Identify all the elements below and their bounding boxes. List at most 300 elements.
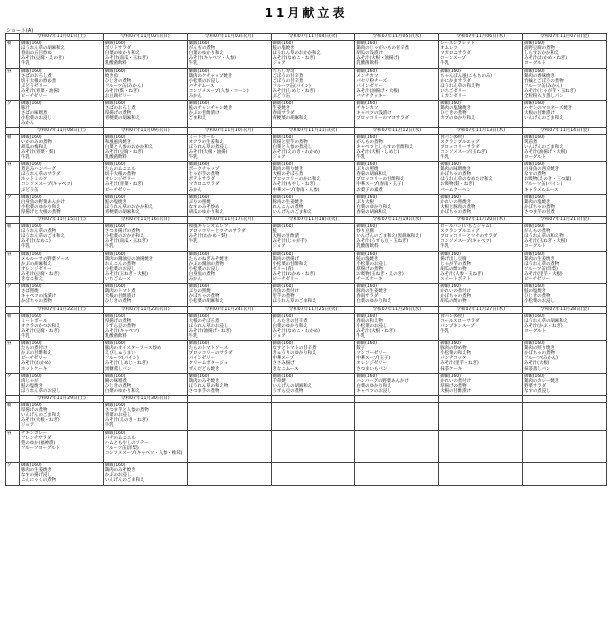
date-cell: 令和07年11月25日(火) — [271, 306, 355, 313]
menu-item: 春雨の和え物 — [356, 318, 383, 324]
menu-table-wrapper — [5, 33, 607, 486]
menu-item: みそ汁(うずら豆・玉ねぎ) — [356, 239, 409, 245]
date-cell: 令和07年11月08日(土) — [20, 127, 104, 134]
menu-item: ほうれん草の胡麻和え — [524, 318, 568, 324]
menu-item: じゃが芋の煮物 — [440, 261, 471, 267]
meal-label — [6, 101, 20, 127]
menu-item: みそ汁(えのき・ねぎ) — [104, 418, 148, 424]
menu-item: 御飯(160) — [272, 101, 294, 107]
meal-label-text: 朝 — [7, 313, 12, 319]
menu-cell — [523, 341, 607, 374]
menu-item: みそ汁(わかめ・ねぎ) — [272, 271, 316, 277]
menu-item: みそ汁(豆腐・ねぎ) — [21, 271, 60, 277]
menu-item: チーズケーキ — [356, 277, 383, 283]
menu-item: ポテトサラダ — [188, 177, 215, 183]
menu-item: ほうれん草のサラダ — [21, 172, 61, 178]
menu-item: みそ汁(わかめ・麩) — [188, 234, 228, 240]
menu-item: 御飯(160) — [104, 194, 126, 200]
date-cell — [439, 396, 523, 403]
date-cell: 令和07年11月14日(金) — [523, 127, 607, 134]
menu-item: 大根のそぼろ煮 — [272, 172, 304, 178]
menu-cell — [439, 430, 523, 463]
meal-label-text: 朝 — [7, 224, 12, 230]
menu-item: フルーツ(みかん) — [524, 356, 558, 362]
menu-item: メルルーサの野菜ソース — [21, 256, 69, 262]
menu-item: ほうれん草のごま和え — [21, 234, 65, 240]
menu-item: 鯖の味噌煮 — [104, 378, 127, 384]
menu-item: 牛乳 — [440, 328, 450, 334]
date-cell: 令和07年11月27日(木) — [439, 306, 523, 313]
menu-item: 里芋の煮物 — [272, 294, 295, 300]
menu-item: みそ汁(大根) — [524, 361, 550, 367]
menu-item: オレンジゼリー — [104, 177, 136, 183]
menu-item: 大根のそぼろ煮 — [188, 318, 220, 324]
menu-item: 鶏肉の香味焼き — [524, 73, 555, 79]
menu-item: きなこ和え — [21, 277, 43, 283]
menu-cell — [355, 251, 439, 284]
menu-item: 御飯(160) — [188, 284, 210, 290]
menu-item: みそ汁(油揚げ・大根) — [524, 149, 568, 155]
menu-item: がんもの煮物 — [524, 229, 551, 235]
menu-item: 御飯(160) — [524, 224, 545, 230]
menu-cell — [103, 224, 187, 252]
menu-item: 御飯(160) — [104, 373, 126, 379]
date-row — [6, 34, 607, 41]
menu-item: 御飯(160) — [356, 341, 377, 347]
menu-cell — [103, 341, 187, 374]
menu-item: ずんだどら焼き — [188, 366, 220, 372]
menu-item: ゼリー(青) — [272, 266, 294, 272]
meal-label — [6, 373, 20, 395]
menu-item: 御飯(160) — [272, 251, 294, 257]
menu-item: チキンカツ — [356, 106, 379, 112]
menu-item: パチのムニエル — [104, 435, 136, 441]
date-cell: 令和07年11月24日(月) — [187, 306, 271, 313]
menu-cell — [271, 373, 355, 395]
menu-item: 胡瓜のゆかり和え — [188, 209, 224, 215]
date-cell: 令和07年11月07日(金) — [523, 34, 607, 41]
date-cell: 令和07年11月01日(土) — [20, 34, 104, 41]
menu-item: 御飯(160) — [524, 251, 545, 257]
menu-item: スクランブルエッグ — [440, 229, 480, 235]
menu-item: 御飯(160) — [188, 68, 210, 74]
menu-item: 大根の甘酢漬け — [524, 111, 555, 117]
menu-item: フルーツ(パイン) — [104, 356, 139, 362]
menu-item: バナナムース — [188, 83, 215, 89]
meal-row — [6, 313, 607, 341]
menu-item: かぶのお浸し — [104, 473, 132, 479]
menu-item: コンソメスープ(キャベツ) — [21, 182, 73, 188]
menu-table — [5, 33, 607, 486]
menu-item: 肉じゃが — [21, 378, 39, 384]
menu-item: 高野豆腐の煮物 — [524, 46, 555, 52]
menu-item: 御飯(160) — [104, 251, 126, 257]
menu-item: ほうれん草のなめたけ和え — [440, 177, 493, 183]
menu-item: いかのみの煮物 — [21, 139, 52, 145]
menu-item: 豚肉の生姜焼き — [272, 199, 304, 205]
menu-item: 食パン(6枚) — [440, 313, 465, 319]
menu-item: コンソメスープ(人参・コーン) — [188, 88, 249, 94]
menu-item: みそ汁(大根・油揚) — [188, 149, 228, 155]
menu-item: ほうれん草のお浸し — [21, 388, 61, 394]
menu-item: カブのゆかり和え — [440, 116, 476, 122]
menu-item: 小松菜のお浸し — [188, 78, 220, 84]
menu-item: 豊のゆか(福神漬) — [21, 440, 56, 446]
menu-item: 鶏肉の生姜焼き — [524, 256, 555, 262]
menu-item: 鶏肉のケチャップ焼き — [188, 73, 233, 79]
meal-label — [6, 284, 20, 306]
menu-cell — [20, 224, 104, 252]
menu-item: みかん — [188, 277, 202, 283]
menu-item: 御飯(160) — [188, 41, 210, 46]
menu-item: 白菜のゆかり和え — [104, 388, 140, 394]
menu-item: いちごゼリー — [440, 88, 467, 94]
menu-item: 御飯(160) — [104, 284, 126, 290]
date-cell: 令和07年11月30日(日) — [103, 396, 187, 403]
menu-item: 御飯(160) — [524, 68, 545, 74]
menu-cell — [355, 341, 439, 374]
menu-item: ぶどう缶 — [272, 93, 291, 99]
date-row — [6, 127, 607, 134]
date-cell: 令和07年11月03日(月) — [187, 34, 271, 41]
menu-cell — [439, 251, 523, 284]
menu-item: みかん — [188, 187, 202, 193]
menu-item: 煮込みハンバーグ — [21, 167, 56, 173]
menu-item: なすの煮浸し — [524, 388, 551, 394]
menu-item: 白身魚の煮物 — [188, 271, 216, 277]
menu-cell — [103, 194, 187, 216]
menu-item: 御飯(160) — [272, 134, 294, 140]
menu-item: 鮭の塩焼き — [524, 289, 547, 295]
meal-label — [6, 463, 20, 485]
menu-item: ホットミルク — [21, 177, 48, 183]
menu-item: 御飯(160) — [21, 284, 42, 290]
menu-item: いんげんのごま和え — [272, 209, 313, 215]
date-cell — [187, 396, 271, 403]
date-cell: 令和07年11月17日(月) — [187, 217, 271, 224]
menu-item: 中華スープ(玉子) — [356, 356, 391, 362]
menu-item: みそ汁(しめじ・ねぎ) — [104, 361, 148, 367]
menu-item: 牛乳 — [356, 333, 366, 339]
menu-item: みそ汁(青菜・油揚) — [21, 88, 60, 94]
meal-label — [6, 134, 20, 162]
menu-cell — [103, 134, 187, 162]
menu-item: 御飯(160) — [21, 373, 42, 379]
menu-item: パセリ粉チーズ — [356, 78, 387, 84]
menu-item: 御飯(160) — [21, 41, 42, 46]
menu-item: 鮭の塩焼き — [272, 46, 295, 52]
menu-cell — [271, 284, 355, 306]
menu-item: 御飯(160) — [356, 251, 377, 257]
menu-item: 千草焼 — [272, 378, 286, 384]
menu-cell — [187, 68, 271, 101]
menu-cell — [523, 101, 607, 127]
menu-item: 御飯(160) — [104, 403, 126, 409]
menu-item: 御飯(160) — [356, 194, 377, 200]
meal-label — [6, 430, 20, 463]
menu-item: 春雨の五目炒め — [21, 51, 52, 57]
menu-cell — [355, 373, 439, 395]
menu-item: かぼちゃの煮物 — [524, 204, 555, 210]
menu-item: ブロッコリーとツナのサラダ — [440, 234, 498, 240]
meal-row — [6, 284, 607, 306]
menu-item: 全粒粉入り蒸しパン — [524, 93, 564, 99]
menu-item: コンソメスープ(キャベツ) — [440, 239, 492, 245]
menu-item: バナナクッキー — [356, 93, 387, 99]
menu-item: ピーチゼリー — [272, 277, 299, 283]
menu-item: こんにゃくの煮物 — [21, 478, 57, 484]
date-row — [6, 217, 607, 224]
menu-cell — [271, 101, 355, 127]
menu-item: 御飯(160) — [356, 41, 377, 46]
menu-item: 抹茶蒸しパン — [524, 366, 551, 372]
menu-item: 小松菜のお浸し — [104, 266, 136, 272]
menu-item: みそ汁(里芋・ねぎ) — [440, 361, 479, 367]
menu-item: 鶏肉の味噌焼き — [440, 167, 471, 173]
menu-cell — [271, 41, 355, 69]
menu-item: ヨーグルト — [524, 328, 546, 334]
menu-item: 厚揚げと大根の煮物 — [21, 209, 61, 215]
menu-item: 牛乳 — [21, 244, 30, 250]
date-cell: 令和07年11月04日(火) — [271, 34, 355, 41]
meal-row — [6, 463, 607, 485]
meal-row — [6, 430, 607, 463]
page-title: 11月献立表 — [264, 6, 348, 20]
menu-item: 御飯(160) — [188, 162, 210, 168]
menu-item: 御飯(160) — [356, 284, 377, 290]
menu-cell — [187, 403, 271, 431]
date-cell: 令和07年11月28日(金) — [523, 306, 607, 313]
menu-cell — [271, 194, 355, 216]
meal-row — [6, 162, 607, 195]
menu-cell — [523, 313, 607, 341]
menu-item: 鶏肉のみそ焼き — [104, 468, 136, 474]
menu-item: ごぼうの甘辛煮 — [272, 73, 304, 79]
menu-item: フルーツ缶(洋梨) — [524, 266, 558, 272]
menu-cell — [355, 162, 439, 195]
menu-cell — [439, 162, 523, 195]
menu-cell — [439, 463, 523, 485]
menu-item: 赤魚の煮付け — [272, 289, 299, 295]
menu-cell — [187, 162, 271, 195]
menu-item: ほうれん草の和え物 — [188, 383, 229, 389]
menu-item: みそ汁(大根・ねぎ) — [356, 328, 395, 334]
menu-cell — [439, 403, 523, 431]
menu-item: 御飯(160) — [356, 68, 377, 74]
menu-item: 御飯(160) — [356, 373, 377, 379]
menu-item: ぶどう缶 — [21, 187, 39, 193]
menu-cell — [355, 284, 439, 306]
menu-cell — [20, 101, 104, 127]
menu-item: オクラのかつお和え — [21, 323, 61, 329]
menu-item: 牛乳 — [104, 423, 114, 429]
menu-item: 御飯(160) — [272, 41, 294, 46]
menu-cell — [103, 430, 187, 463]
menu-item: みそ汁(里芋・大根) — [524, 271, 563, 277]
menu-item: みそ汁(わかめ・ねぎ) — [524, 56, 568, 62]
menu-item: 御飯(160) — [21, 251, 42, 257]
menu-item: キャベツのお浸し — [356, 388, 392, 394]
meal-label-text: 朝 — [7, 41, 12, 46]
date-cell — [271, 396, 355, 403]
menu-item: 鶏肉のみそ焼き — [188, 378, 220, 384]
menu-item: 鮭の塩焼き — [21, 383, 43, 389]
menu-item: 胡瓜の梅和え — [21, 144, 48, 150]
meal-label — [6, 194, 20, 216]
menu-item: お吸物(玉ねぎ・えのき) — [356, 271, 404, 277]
menu-item: 御飯(160) — [356, 313, 377, 319]
menu-item: フレンチサラダ — [21, 435, 52, 441]
menu-item: さばのおろし煮 — [21, 73, 52, 79]
menu-item: オクラの生姜和え — [188, 139, 224, 145]
date-cell: 令和07年11月23日(日) — [103, 306, 187, 313]
menu-cell — [523, 403, 607, 431]
date-row-spacer — [6, 127, 20, 134]
menu-item: 御飯(160) — [272, 194, 294, 200]
menu-cell — [271, 313, 355, 341]
menu-item: 春雨サラダ — [356, 294, 379, 300]
meal-label-text: 夕 — [7, 284, 12, 290]
menu-item: 御飯(160) — [104, 224, 126, 230]
meal-label — [6, 162, 20, 195]
menu-item: みそ汁(じゃが芋) — [272, 239, 307, 245]
menu-item: 御飯(160) — [104, 134, 126, 140]
menu-cell — [20, 68, 104, 101]
date-cell: 令和07年11月12日(水) — [355, 127, 439, 134]
menu-item: かぼちゃの煮物 — [21, 299, 52, 305]
menu-item: いんげんのごま和え — [524, 144, 564, 150]
menu-item: ほうれん草の和え物 — [440, 83, 480, 89]
menu-item: フルーツヨーグルト — [21, 445, 61, 451]
menu-item: なすの煮物 — [524, 172, 547, 178]
menu-item: 青梗菜の胡麻和え — [272, 116, 308, 122]
meal-row — [6, 224, 607, 252]
menu-item: うずら豆の煮物 — [104, 323, 136, 329]
menu-item: 御飯(160) — [21, 313, 42, 319]
menu-item: 豚肉のオイスターソース炒め — [104, 346, 162, 352]
menu-item: さつまいもパン — [356, 366, 388, 372]
menu-item: フルーツ缶(パイン) — [524, 182, 563, 188]
menu-item: 切干大根の煮物 — [104, 172, 136, 178]
meal-label-text: 朝 — [7, 403, 12, 409]
menu-item: 御飯(160) — [21, 194, 42, 200]
meal-label — [6, 313, 20, 341]
course-label: ショート(A) — [6, 28, 34, 34]
menu-item: ほうれん草の胡麻和え — [21, 46, 65, 52]
date-cell: 令和07年11月05日(水) — [355, 34, 439, 41]
menu-item: ミカンゼリー — [440, 93, 467, 99]
menu-item: 豚肉の生姜焼き — [356, 289, 388, 295]
menu-item: 切干大根の炒め煮 — [21, 78, 57, 84]
menu-item: ジョア — [272, 333, 286, 339]
date-cell — [523, 396, 607, 403]
menu-item: 白菜のゆかり和え — [356, 299, 392, 305]
menu-item: 白菜のゆかり和え — [188, 51, 224, 57]
menu-item: 中華スープ(春雨・玉子) — [356, 182, 404, 188]
menu-item: ピーチゼリー — [524, 277, 551, 283]
menu-cell — [103, 313, 187, 341]
menu-item: ピーチゼリー — [104, 187, 131, 193]
menu-cell — [355, 68, 439, 101]
menu-item: お菓子の素煮 — [356, 187, 383, 193]
menu-item: みそ汁(なめこ・わかめ) — [272, 328, 320, 334]
menu-cell — [20, 284, 104, 306]
menu-item: ぶりの照焼 — [356, 167, 379, 173]
menu-item: バームクーヘン — [440, 187, 471, 193]
menu-item: ヨーグルト — [524, 154, 546, 160]
menu-item: チキンカレー — [21, 430, 48, 436]
menu-cell — [103, 101, 187, 127]
menu-item: コーンスープ — [440, 56, 466, 62]
menu-item: かぼちゃの煮物 — [440, 209, 471, 215]
menu-cell — [439, 313, 523, 341]
menu-cell — [20, 194, 104, 216]
menu-item: みそ汁(じゃが芋・玉ねぎ) — [524, 88, 576, 94]
menu-item: 御飯(160) — [272, 313, 294, 319]
menu-item: 御飯(160) — [524, 134, 545, 140]
menu-cell — [271, 430, 355, 463]
menu-item: パンプキンスープ — [440, 323, 475, 329]
menu-item: かぼちゃの煮物 — [440, 172, 471, 178]
menu-item: 胡瓜の酢の物 — [440, 299, 467, 305]
menu-item: 御飯(160) — [188, 341, 210, 347]
meal-row — [6, 341, 607, 374]
menu-item: 厚揚げの煮物 — [440, 383, 467, 389]
meal-label-text: 昼 — [7, 341, 12, 347]
menu-cell — [523, 134, 607, 162]
menu-item: パンナコッタ — [440, 356, 467, 362]
menu-item: ヨーグルト — [524, 61, 546, 67]
menu-item: がんもの煮物 — [356, 139, 383, 145]
menu-cell — [271, 251, 355, 284]
menu-item: ハンバーグの野菜あんかけ — [356, 378, 409, 384]
menu-item: 御飯(160) — [188, 373, 210, 379]
menu-item: 御飯(160) — [356, 134, 377, 140]
menu-item: 御飯(160) — [440, 162, 461, 168]
menu-item: 豚汁 — [21, 106, 30, 112]
menu-item: みそ汁(大根・油揚げ) — [356, 56, 400, 62]
menu-item: 生姜焼き — [272, 106, 291, 112]
date-cell: 令和07年11月19日(水) — [355, 217, 439, 224]
menu-item: さつま芋の煮物 — [188, 388, 220, 394]
menu-item: 御飯(160) — [524, 41, 545, 46]
menu-item: かぶの醤油の煮物 — [188, 261, 224, 267]
menu-item: マカロニサラダ — [440, 51, 471, 57]
menu-item: 白菜と人参のおかか和え — [104, 144, 154, 150]
date-row-spacer — [6, 34, 20, 41]
menu-cell — [523, 463, 607, 485]
menu-item: いんげんの胡麻和え — [272, 383, 313, 389]
menu-item: ブロッコリーの甘酢和え — [356, 177, 405, 183]
menu-item: 鶏肉の照り焼き — [272, 167, 304, 173]
menu-item: 小松菜のおかか和え — [104, 234, 145, 240]
menu-item: たらのトマトソース — [188, 346, 228, 352]
date-cell: 令和07年11月22日(土) — [20, 306, 104, 313]
meal-row — [6, 41, 607, 69]
menu-item: 小松菜のお浸し — [188, 266, 220, 272]
menu-item: ブロッコリーサラダ — [440, 144, 480, 150]
menu-cell — [439, 101, 523, 127]
date-row-spacer — [6, 396, 20, 403]
meal-label-text: 夕 — [7, 101, 12, 107]
menu-item: みそ汁(南瓜・玉ねぎ) — [104, 56, 148, 62]
menu-item: 豚肉の炒め物 — [440, 346, 467, 352]
menu-item: みそ汁(麩・ねぎ) — [104, 88, 140, 94]
menu-item: クリームポタージュ — [188, 361, 229, 367]
menu-item: なすのみそ炒め — [188, 204, 220, 210]
menu-item: ごま和え — [188, 116, 207, 122]
menu-cell — [187, 101, 271, 127]
